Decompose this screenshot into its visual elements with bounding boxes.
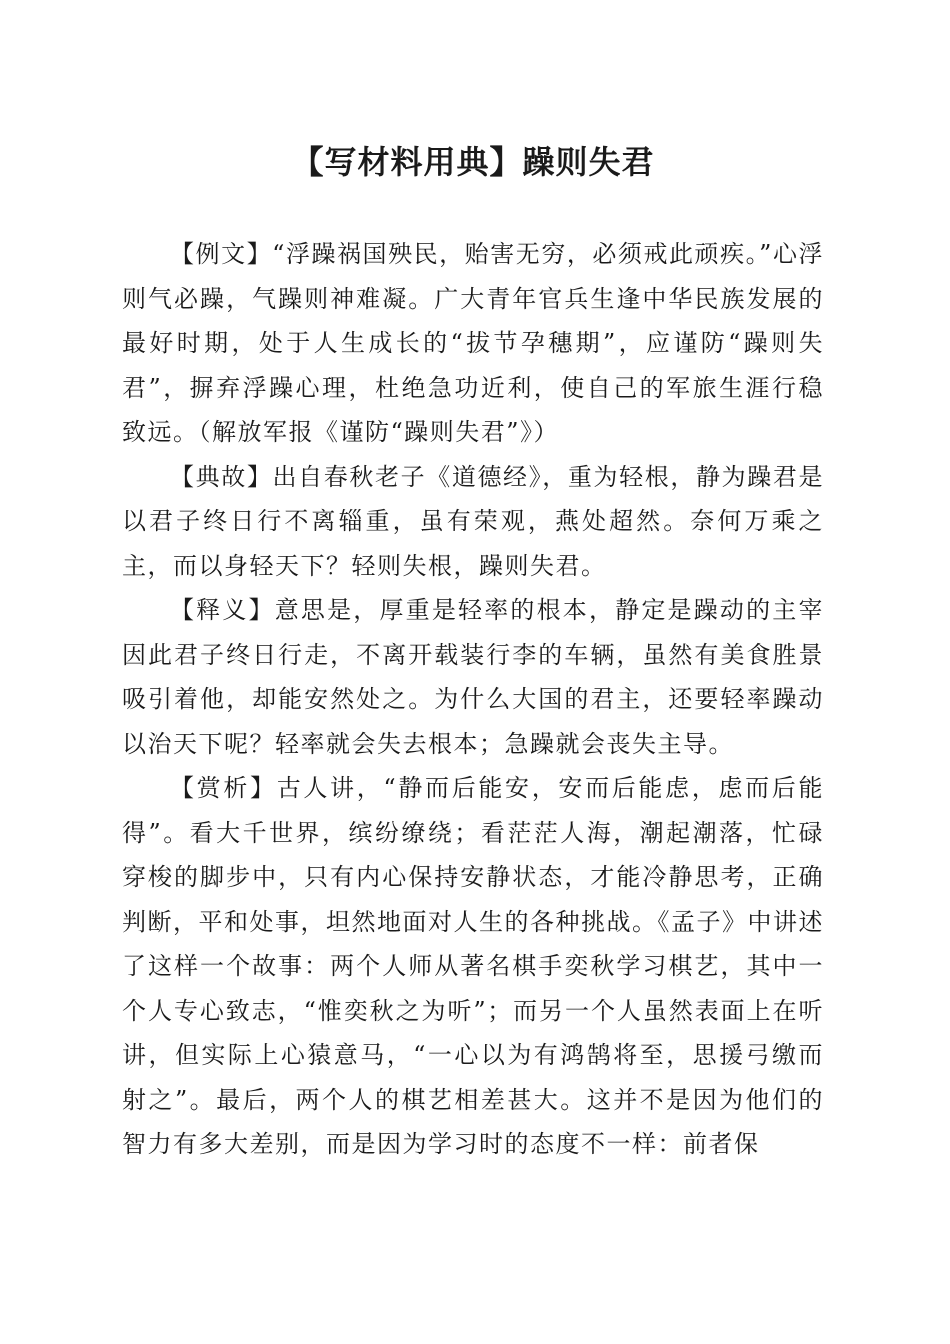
paragraph-meaning: 【释义】意思是，厚重是轻率的根本，静定是躁动的主宰因此君子终日行走，不离开载装行李的车辆，虽然有美食胜景吸引着他，却能安然处之。为什么大国的君主，还要轻率躁动以治天下呢？轻率就会失去根本；急躁就会丧失主导。 [122,596,824,758]
paragraph-example: 【例文】“浮躁祸国殃民，贻害无穷，必须戒此顽疾。”心浮则气必躁，气躁则神难凝。广大青年官兵生逢中华民族发展的最好时期，处于人生成长的“拔节孕穗期”，应谨防“躁则失君”，摒弃浮躁心理，杜绝急功近利，使自己的军旅生涯行稳致远。（解放军报《谨防“躁则失君”》） [122,240,824,446]
paragraph-allusion: 【典故】出自春秋老子《道德经》，重为轻根，静为躁君是以君子终日行不离辎重，虽有荣观，燕处超然。奈何万乘之主，而以身轻天下？轻则失根，躁则失君。 [122,462,824,580]
document-body [122,232,824,1167]
document-title: 【写材料用典】躁则失君 [291,143,655,181]
paragraph-appreciation: 【赏析】古人讲，“静而后能安，安而后能虑，虑而后能得”。看大千世界，缤纷缭绕；看茫茫人海，潮起潮落，忙碌穿梭的脚步中，只有内心保持安静状态，才能冷静思考，正确判断，平和处事，坦然地面对人生的各种挑战。《孟子》中讲述了这样一个故事：两个人师从著名棋手奕秋学习棋艺，其中一个人专心致志，“惟奕秋之为听”；而另一个人虽然表面上在听讲，但实际上心猿意马，“一心以为有鸿鹄将至，思援弓缴而射之”。最后，两个人的棋艺相差甚大。这并不是因为他们的智力有多大差别，而是因为学习时的态度不一样：前者保 [122,774,824,1158]
